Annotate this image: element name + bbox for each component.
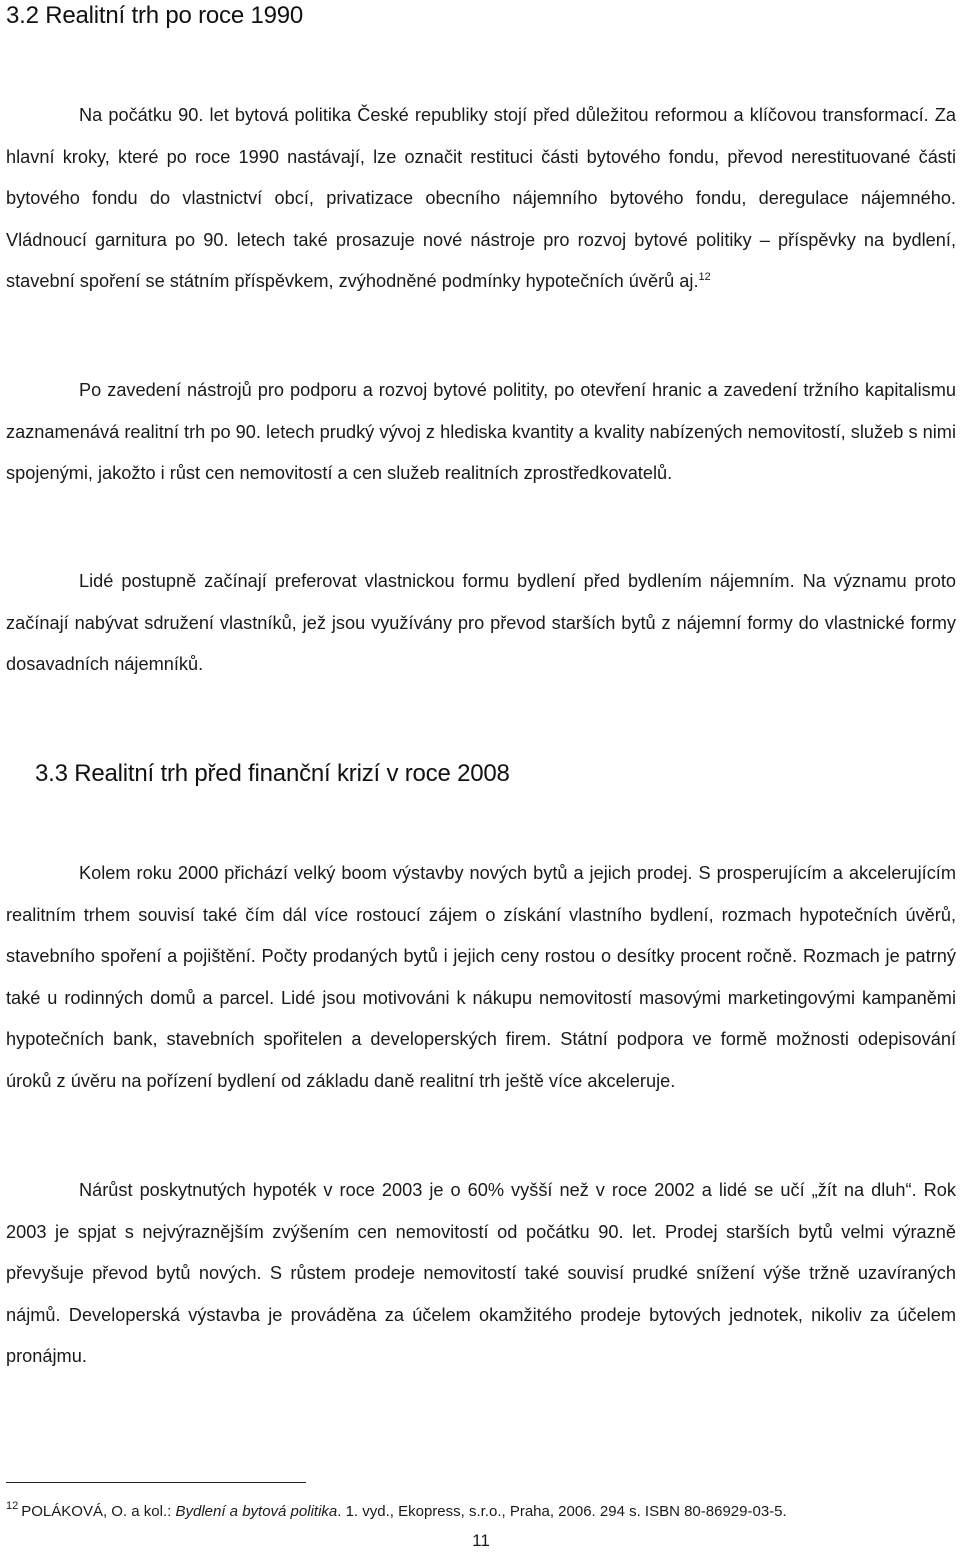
page-number: 11	[472, 1531, 490, 1550]
footnote-details: . 1. vyd., Ekopress, s.r.o., Praha, 2006. 294 s. ISBN 80-86929-03-5.	[337, 1503, 787, 1520]
paragraph-ownership-preference: Lidé postupně začínají preferovat vlastnickou formu bydlení před bydlením nájemním. Na významu proto začínají nabývat sdružení vlastníků, jež jsou využívány pro převod starších bytů z nájemní formy do vlastnické formy dosavadních nájemníků.	[6, 571, 956, 675]
paragraph-housing-boom: Kolem roku 2000 přichází velký boom výstavby nových bytů a jejich prodej. S prosperujícím a akcelerujícím realitním trhem souvisí také čím dál více rostoucí zájem o získání vlastního bydlení, rozmach hypotečních úvěrů, stavebního spoření a pojištění. Počty prodaných bytů i jejich ceny rostou o desítky procent ročně. Rozmach je patrný také u rodinných domů a parcel. Lidé jsou motivováni k nákupu nemovitostí masovými marketingovými kampaněmi hypotečních bank, stavebních spořitelen a developerských firem. Státní podpora ve formě možnosti odepisování úroků z úvěru na pořízení bydlení od základu daně realitní trh ještě více akceleruje.	[6, 863, 956, 1091]
footnote-number: 12	[6, 1500, 19, 1512]
footnote-authors: POLÁKOVÁ, O. a kol.:	[21, 1503, 176, 1520]
paragraph-restitution	[6, 95, 956, 303]
section-heading-3-3: 3.3 Realitní trh před finanční krizí v roce 2008	[35, 760, 510, 787]
footnote-reference[interactable]: 12	[698, 271, 711, 284]
footnote	[6, 1500, 956, 1524]
section-heading-3-2: 3.2 Realitní trh po roce 1990	[6, 2, 304, 29]
footnote-separator	[6, 1482, 306, 1483]
paragraph-mortgage-growth: Nárůst poskytnutých hypoték v roce 2003 je o 60% vyšší než v roce 2002 a lidé se učí „žít na dluh“. Rok 2003 je spjat s nejvýraznějším zvýšením cen nemovitostí od počátku 90. let. Prodej starších bytů velmi výrazně převyšuje převod bytů nových. S růstem prodeje nemovitostí také souvisí prudké snížení výše tržně uzavíraných nájmů. Developerská výstavba je prováděna za účelem okamžitého prodeje bytových jednotek, nikoliv za účelem pronájmu.	[6, 1180, 956, 1367]
paragraph-text: Na počátku 90. let bytová politika České republiky stojí před důležitou reformou a klíčovou transformací. Za hlavní kroky, které po roce 1990 nastávají, lze označit restituci části bytového fondu, převod nerestituované části bytového fondu do vlastnictví obcí, privatizace obecního nájemního bytového fondu, deregulace nájemného. Vládnoucí garnitura po 90. letech také prosazuje nové nástroje pro rozvoj bytové politiky – příspěvky na bydlení, stavební spoření se státním příspěvkem, zvýhodněné podmínky hypotečních úvěrů aj.	[6, 105, 956, 292]
paragraph-market-development: Po zavedení nástrojů pro podporu a rozvoj bytové politity, po otevření hranic a zavedení tržního kapitalismu zaznamenává realitní trh po 90. letech prudký vývoj z hlediska kvantity a kvality nabízených nemovitostí, služeb s nimi spojenými, jakožto i růst cen nemovitostí a cen služeb realitních zprostředkovatelů.	[6, 380, 956, 484]
footnote-title: Bydlení a bytová politika	[175, 1503, 338, 1520]
